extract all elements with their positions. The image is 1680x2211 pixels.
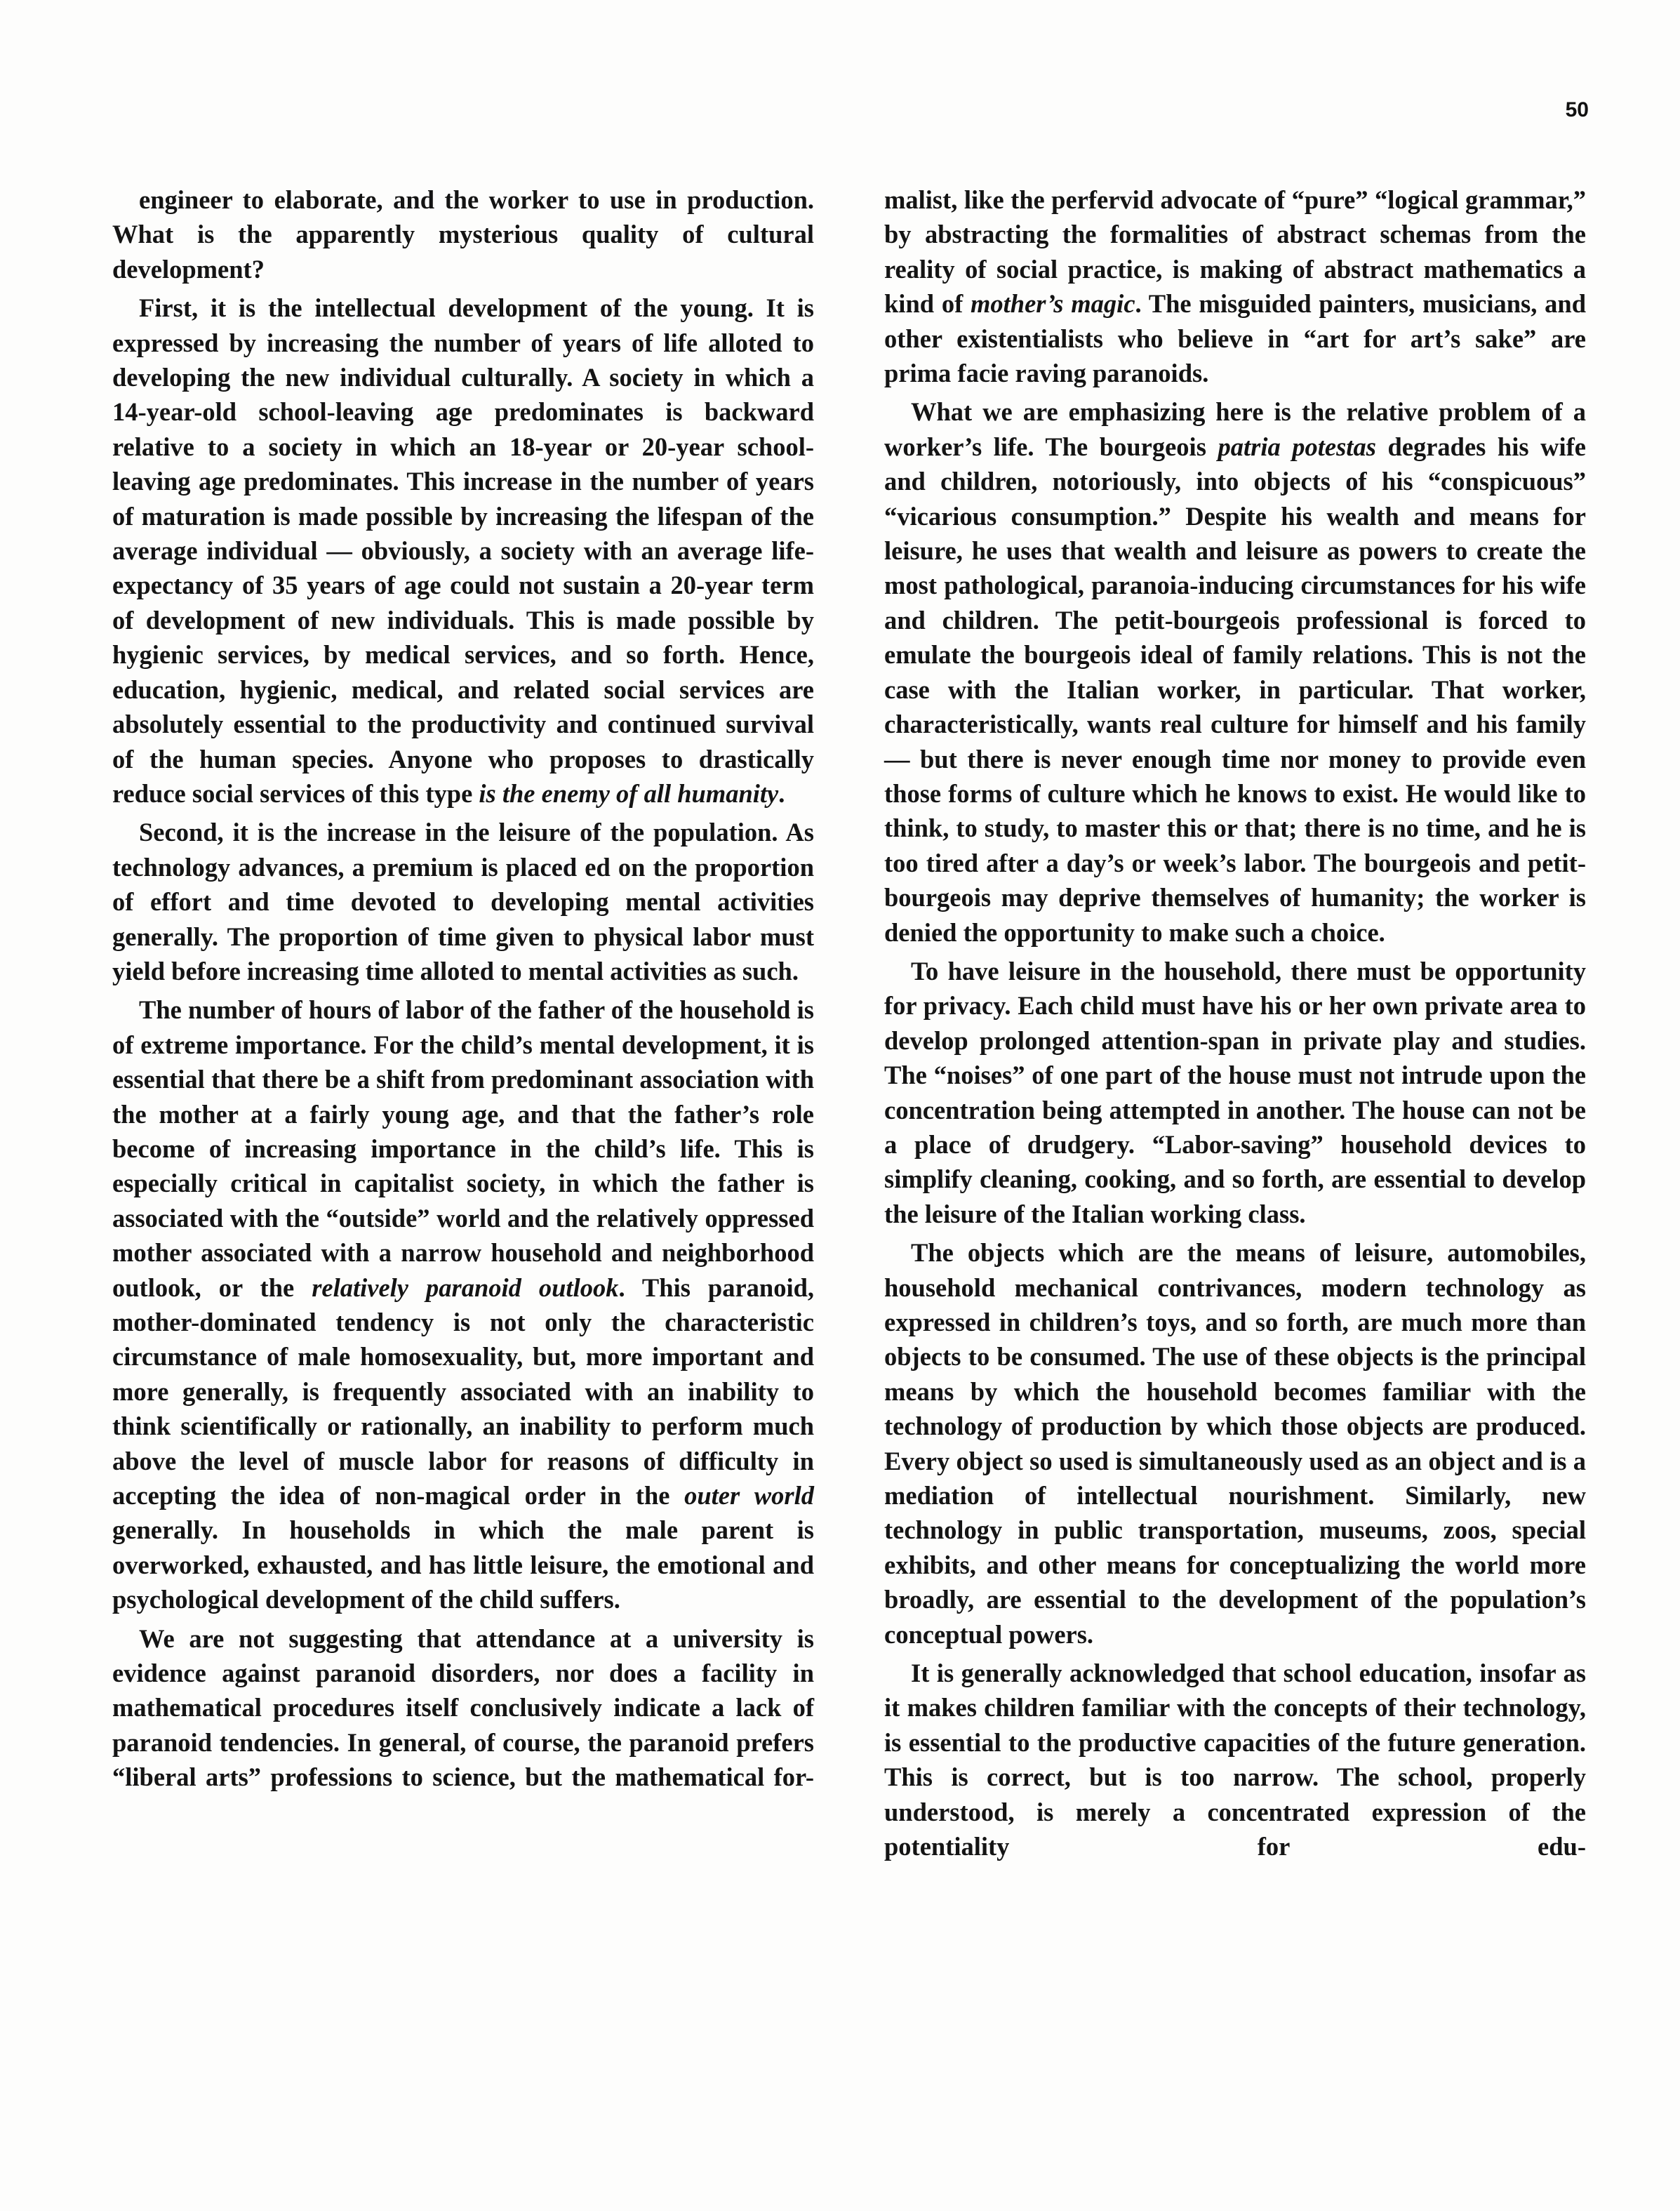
italic-text: patria potestas xyxy=(1218,432,1376,461)
paragraph xyxy=(884,182,1586,390)
text-run: First, it is the intellectual development of the young. It is expressed by increasing the number of years of life alloted to developing the new individual culturally. A society in which a 14-year-old school-leaving age predominates is backward relative to a society in which an 18-year or 20-year school-leaving age predominates. This increase in the number of years of maturation is made possible by increasing the lifespan of the average individual — obviously, a society with an average life-expectancy of 35 years of age could not sustain a 20-year term of development of new individuals. This is made possible by hygienic services, by medical services, and so forth. Hence, education, hygienic, medical, and related social services are absolutely essential to the productivity and continued survival of the human species. Anyone who proposes to drastically reduce social services of this type xyxy=(112,293,814,808)
text-run: Second, it is the increase in the leisure of the population. As technology advances, a premium is placed ed on the proportion of effort and time devoted to developing mental activities generally. The proportion of time given to physical labor must yield before increasing time alloted to mental activities as such. xyxy=(112,818,814,985)
text-run: . The misguided painters, musicians, and other existentialists who believe in “art for art’s sake” are prima facie raving paranoids. xyxy=(884,289,1586,388)
italic-text: is the enemy of all humanity xyxy=(479,778,779,808)
text-run: . xyxy=(778,778,785,808)
right-text-column xyxy=(884,182,1586,1868)
paragraph xyxy=(884,1656,1586,1864)
paragraph xyxy=(112,992,814,1616)
italic-text: outer world xyxy=(684,1481,814,1510)
italic-text: mother’s magic xyxy=(971,289,1135,319)
page-number: 50 xyxy=(1565,98,1589,121)
text-run: degrades his wife and children, notoriously, into objects of his “conspicuous” “vicarious consumption.” Despite his wealth and means for leisure, he uses that wealth and leisure as powers to create the most pathological, paranoia-inducing circumstances for his wife and children. The petit-bourgeois professional is forced to emulate the bourgeois ideal of family relations. This is not the case with the Italian worker, in particular. That worker, characteristically, wants real culture for himself and his family — but there is never enough time nor money to provide even those forms of culture which he knows to exist. He would like to think, to study, to master this or that; there is no time, and he is too tired after a day’s or week’s labor. The bourgeois and petit-bourgeois may deprive themselves of humanity; the worker is denied the opportunity to make such a choice. xyxy=(884,432,1586,947)
text-run: It is generally acknowledged that school education, insofar as it makes children familiar with the concepts of their technology, is essential to the productive capacities of the future generation. This is correct, but is too narrow. The school, properly understood, is merely a concentrated expression of the potentiality for edu- xyxy=(884,1659,1586,1861)
paragraph xyxy=(884,1235,1586,1652)
text-run: The objects which are the means of leisure, automobiles, household mechanical contrivances, modern technology as expressed in children’s toys, and so forth, are much more than objects to be consumed. The use of these objects is the principal means by which the household becomes familiar with the technology of production by which those objects are produced. Every object so used is simultaneously used as an object and is a mediation of intellectual nourishment. Similarly, new technology in public transportation, museums, zoos, special exhibits, and other means for conceptualizing the world more broadly, are essential to the development of the population’s conceptual powers. xyxy=(884,1238,1586,1649)
paragraph xyxy=(884,954,1586,1231)
italic-text: relatively paranoid outlook xyxy=(312,1273,619,1302)
paragraph xyxy=(884,394,1586,950)
paragraph xyxy=(112,815,814,988)
text-run: To have leisure in the household, there must be opportunity for privacy. Each child must have his or her own private area to develop prolonged attention-span in private play and studies. The “noises” of one part of the house must not intrude upon the concentration being attempted in another. The house can not be a place of drudgery. “Labor-saving” household devices to simplify cleaning, cooking, and so forth, are essential to develop the leisure of the Italian working class. xyxy=(884,956,1586,1228)
text-run: . This paranoid, mother-dominated tendency is not only the characteristic circumstance of male homosexuality, but, more important and more generally, is frequently associated with an inability to think scientifically or rationally, an inability to perform much above the level of muscle labor for reasons of difficulty in accepting the idea of non-magical order in the xyxy=(112,1273,815,1510)
text-run: We are not suggesting that attendance at a university is evidence against paranoid disorders, nor does a facility in mathematical procedures itself conclusively indicate a lack of paranoid tendencies. In general, of course, the paranoid prefers “liberal arts” professions to science, but the mathematical for- xyxy=(112,1624,814,1792)
text-run: The number of hours of labor of the father of the household is of extreme importance. For the child’s mental development, it is essential that there be a shift from predominant association with the mother at a fairly young age, and that the father’s role become of increasing importance in the child’s life. This is especially critical in capitalist society, in which the father is associated with the “outside” world and the relatively oppressed mother associated with a narrow household and neighborhood outlook, or the xyxy=(112,995,814,1302)
paragraph xyxy=(112,182,814,286)
paragraph xyxy=(112,291,814,811)
left-text-column xyxy=(112,182,814,1799)
paragraph xyxy=(112,1621,814,1795)
text-run: malist, like the perfervid advocate of “pure” “logical grammar,” by abstracting the formalities of abstract schemas from the reality of social practice, is making of abstract mathematics a kind of xyxy=(884,185,1586,319)
text-run: generally. In households in which the male parent is overworked, exhausted, and has little leisure, the emotional and psychological development of the child suffers. xyxy=(112,1515,814,1614)
text-run: engineer to elaborate, and the worker to use in production. What is the apparently mysterious quality of cultural development? xyxy=(112,185,814,284)
text-run: What we are emphasizing here is the relative problem of a worker’s life. The bourgeois xyxy=(884,397,1586,461)
